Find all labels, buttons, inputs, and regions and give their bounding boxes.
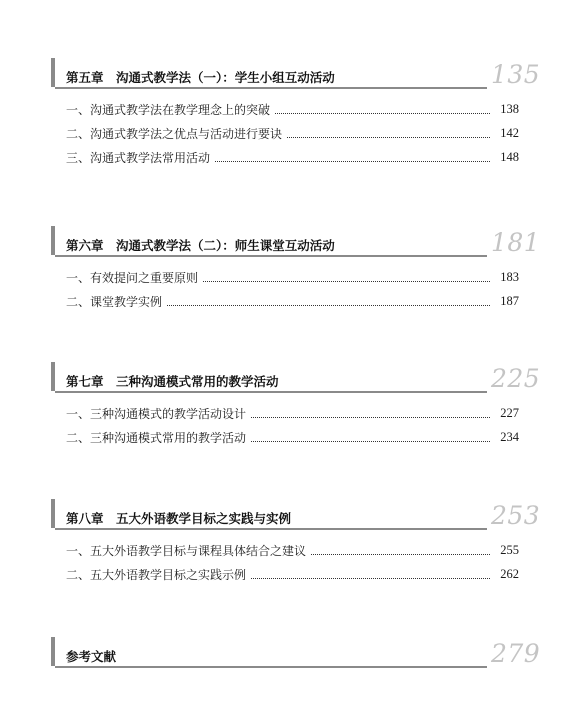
chapter-page-number: 279 <box>491 639 541 668</box>
heading-bar <box>51 637 55 666</box>
chapter-7 <box>0 362 582 449</box>
entry-page-number: 227 <box>500 405 519 420</box>
heading-underline <box>55 528 487 530</box>
heading-underline <box>55 255 487 257</box>
heading-bar <box>51 499 55 528</box>
entry-page-number: 183 <box>500 269 519 284</box>
toc-entry[interactable] <box>66 145 519 169</box>
dot-leader <box>251 441 490 442</box>
chapter-page-number: 225 <box>491 364 541 393</box>
dot-leader <box>167 305 490 306</box>
chapter-heading[interactable] <box>0 362 582 396</box>
entry-title: 二、沟通式教学法之优点与活动进行要诀 <box>66 126 283 141</box>
entry-page-number: 148 <box>500 149 519 164</box>
chapter-title: 第六章 沟通式教学法（二）：师生课堂互动活动 <box>66 238 335 253</box>
chapter-page-number: 181 <box>491 228 541 257</box>
toc-entries <box>0 265 582 313</box>
toc-entries <box>0 538 582 586</box>
toc-entry[interactable] <box>66 97 519 121</box>
chapter-heading[interactable] <box>0 226 582 260</box>
entry-page-number: 262 <box>500 566 519 581</box>
toc-entry[interactable] <box>66 265 519 289</box>
entry-title: 一、三种沟通模式的教学活动设计 <box>66 406 247 421</box>
toc-entry[interactable] <box>66 289 519 313</box>
entry-title: 二、三种沟通模式常用的教学活动 <box>66 430 247 445</box>
dot-leader <box>251 417 490 418</box>
chapter-6 <box>0 226 582 313</box>
toc-entries <box>0 97 582 169</box>
chapter-8 <box>0 499 582 586</box>
entry-page-number: 138 <box>500 101 519 116</box>
chapter-title: 第五章 沟通式教学法（一）：学生小组互动活动 <box>66 70 335 85</box>
dot-leader <box>251 578 490 579</box>
dot-leader <box>287 137 490 138</box>
entry-title: 三、沟通式教学法常用活动 <box>66 150 211 165</box>
chapter-heading[interactable] <box>0 637 582 671</box>
entry-title: 一、沟通式教学法在教学理念上的突破 <box>66 102 271 117</box>
toc-entry[interactable] <box>66 538 519 562</box>
chapter-heading[interactable] <box>0 58 582 92</box>
chapter-page-number: 135 <box>491 60 541 89</box>
chapter-page-number: 253 <box>491 501 541 530</box>
chapter-title: 第七章 三种沟通模式常用的教学活动 <box>66 374 279 389</box>
entry-page-number: 234 <box>500 429 519 444</box>
dot-leader <box>311 554 490 555</box>
toc-entry[interactable] <box>66 425 519 449</box>
chapter-title: 第八章 五大外语教学目标之实践与实例 <box>66 511 292 526</box>
references-section <box>0 637 582 671</box>
entry-title: 一、有效提问之重要原则 <box>66 270 199 285</box>
chapter-5 <box>0 58 582 169</box>
heading-underline <box>55 666 487 668</box>
dot-leader <box>215 161 490 162</box>
chapter-heading[interactable] <box>0 499 582 533</box>
entry-page-number: 187 <box>500 293 519 308</box>
toc-entry[interactable] <box>66 121 519 145</box>
entry-title: 二、五大外语教学目标之实践示例 <box>66 567 247 582</box>
heading-underline <box>55 87 487 89</box>
dot-leader <box>203 281 490 282</box>
heading-bar <box>51 58 55 87</box>
toc-entry[interactable] <box>66 562 519 586</box>
entry-title: 一、五大外语教学目标与课程具体结合之建议 <box>66 543 307 558</box>
entry-page-number: 142 <box>500 125 519 140</box>
dot-leader <box>275 113 490 114</box>
heading-underline <box>55 391 487 393</box>
toc-entries <box>0 401 582 449</box>
chapter-title: 参考文献 <box>66 649 117 664</box>
entry-page-number: 255 <box>500 542 519 557</box>
heading-bar <box>51 226 55 255</box>
entry-title: 二、课堂教学实例 <box>66 294 163 309</box>
heading-bar <box>51 362 55 391</box>
toc-entry[interactable] <box>66 401 519 425</box>
